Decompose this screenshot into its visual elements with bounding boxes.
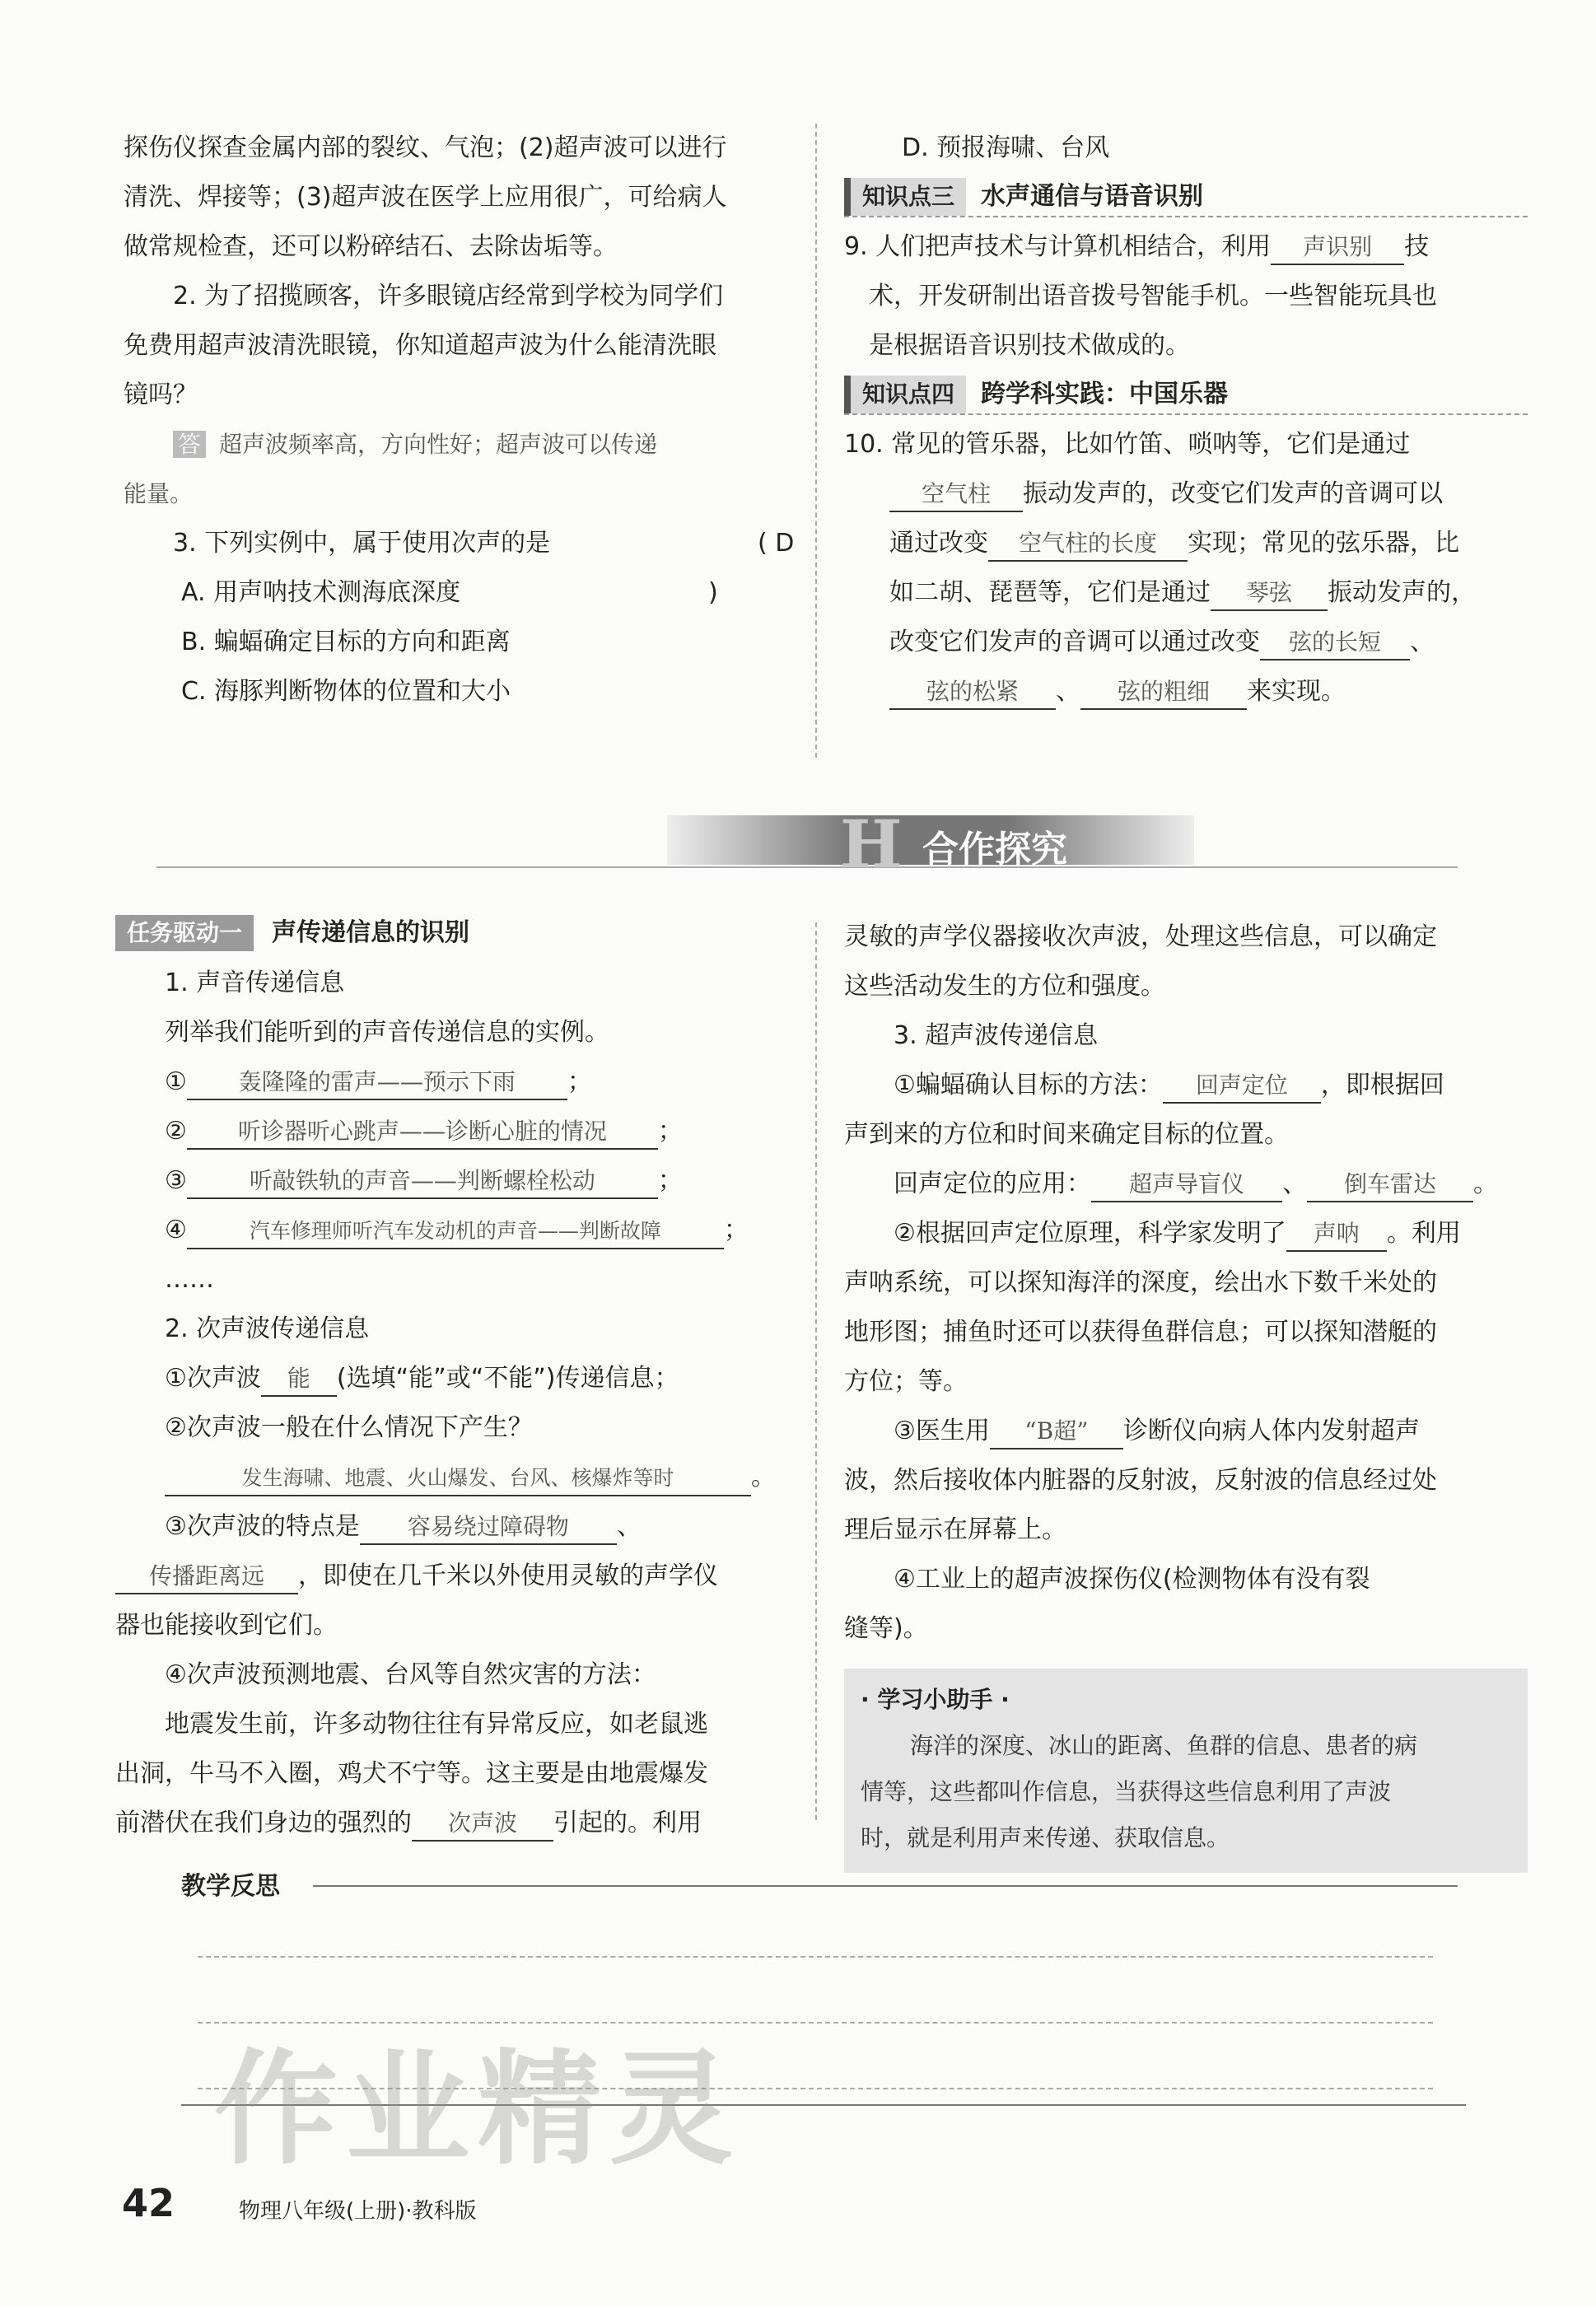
knowledge-point-3-header (844, 178, 1528, 217)
answer-blank: 超声导盲仪 (1091, 1168, 1282, 1202)
answer-blank: “B超” (990, 1415, 1123, 1449)
paragraph-line: 这些活动发生的方位和强度。 (844, 972, 1165, 1001)
answer-blank: 听诊器听心跳声——诊断心脏的情况 (187, 1115, 658, 1150)
s3-question-1-cont: 声到来的方位和时间来确定目标的位置。 (844, 1120, 1289, 1149)
answer-blank: 容易绕过障碍物 (360, 1510, 617, 1545)
answer-blank: 空气柱 (889, 478, 1023, 512)
example-4: ④ 汽车修理师听汽车发动机的声音——判断故障 ； (115, 1206, 799, 1255)
continuation-line: 探伤仪探查金属内部的裂纹、气泡；(2)超声波可以进行 (124, 133, 727, 162)
example-1: ① 轰隆隆的雷声——预示下雨 ； (115, 1057, 799, 1107)
s3-question-2-cont: 地形图；捕鱼时还可以获得鱼群信息；可以探知潜艇的 (844, 1318, 1437, 1347)
answer-blank: 弦的松紧 (889, 675, 1056, 710)
knowledge-point-title: 水声通信与语音识别 (981, 182, 1204, 211)
reflection-rule (313, 1885, 1458, 1887)
question-3-text: 3. 下列实例中，属于使用次声的是 (173, 529, 551, 558)
answer-blank: 次声波 (412, 1807, 553, 1842)
option-d: D. 预报海啸、台风 (902, 133, 1110, 162)
s3-question-2: ②根据回声定位原理，科学家发明了 声呐 。利用 (844, 1209, 1528, 1258)
option-a: A. 用声呐技术测海底深度 (181, 578, 461, 607)
right-top-column (844, 124, 1528, 717)
answer-blank: 回声定位 (1163, 1069, 1321, 1104)
answer-blank: 空气柱的长度 (988, 527, 1188, 562)
paragraph-line: 出洞，牛马不入圈，鸡犬不宁等。这主要是由地震爆发 (115, 1759, 708, 1788)
answer-blank: 弦的粗细 (1080, 675, 1247, 710)
option-c: C. 海豚判断物体的位置和大小 (181, 677, 511, 706)
task-header (115, 913, 799, 954)
s3-application: 回声定位的应用： 超声导盲仪 、 倒车雷达 。 (844, 1160, 1528, 1209)
section-title: 合作探究 (922, 829, 1067, 871)
knowledge-point-title: 跨学科实践：中国乐器 (981, 380, 1229, 408)
s3-question-3-cont: 波，然后接收体内脏器的反射波，反射波的信息经过处 (844, 1466, 1437, 1495)
banner-letter: H (840, 805, 903, 883)
teaching-reflection (181, 1865, 1458, 1902)
s2-question-4: ④次声波预测地震、台风等自然灾害的方法： (165, 1660, 656, 1689)
study-helper-text: 情等，这些都叫作信息，当获得这些信息利用了声波 (861, 1778, 1392, 1805)
continuation-line: 清洗、焊接等；(3)超声波在医学上应用很广，可给病人 (124, 183, 727, 212)
knowledge-point-4-header (844, 376, 1528, 415)
question-10-line: 改变它们发声的音调可以通过改变 弦的长短 、 (844, 618, 1528, 667)
s2-answer-2: 发生海啸、地震、火山爆发、台风、核爆炸等时 。 (115, 1453, 799, 1502)
question-2-line: 免费用超声波清洗眼镜，你知道超声波为什么能清洗眼 (124, 331, 716, 360)
question-2-answer (124, 420, 799, 469)
answer-blank: 能 (261, 1362, 337, 1397)
ellipsis: …… (165, 1265, 214, 1294)
question-9: 9. 人们把声技术与计算机相结合，利用 声识别 技 (844, 222, 1528, 272)
banner-rule (156, 866, 1458, 868)
study-helper-text: 时，就是利用声来传递、获取信息。 (861, 1824, 1230, 1851)
column-divider (815, 124, 817, 758)
answer-blank: 声识别 (1271, 231, 1404, 265)
paragraph-line: 前潜伏在我们身边的强烈的 次声波 引起的。利用 (115, 1799, 799, 1848)
task-tag: 任务驱动一 (115, 915, 254, 951)
question-2-line: 2. 为了招揽顾客，许多眼镜店经常到学校为同学们 (173, 282, 724, 310)
book-title: 物理八年级(上册)·教科版 (239, 2199, 477, 2224)
question-10-line: 通过改变 空气柱的长度 实现；常见的弦乐器，比 (844, 519, 1528, 568)
subsection-title: 3. 超声波传递信息 (894, 1021, 1099, 1050)
example-3: ③ 听敲铁轨的声音——判断螺栓松动 ； (115, 1156, 799, 1206)
question-10-line: 弦的松紧 、 弦的粗细 来实现。 (844, 667, 1528, 717)
right-bottom-column (844, 913, 1528, 1873)
answer-text: 超声波频率高，方向性好；超声波可以传递 (219, 431, 658, 458)
left-top-column (124, 124, 799, 717)
question-9-line: 术，开发研制出语音拨号智能手机。一些智能玩具也 (869, 282, 1437, 310)
question-2-line: 镜吗？ (124, 380, 198, 409)
answer-blank: 倒车雷达 (1307, 1168, 1473, 1202)
s3-question-4: ④工业上的超声波探伤仪(检测物体有没有裂 (894, 1565, 1370, 1594)
s3-question-4-cont: 缝等)。 (844, 1614, 928, 1643)
s2-question-2: ②次声波一般在什么情况下产生？ (165, 1413, 533, 1442)
knowledge-point-tag: 知识点四 (844, 376, 966, 413)
question-10-line: 如二胡、琵琶等，它们是通过 琴弦 振动发声的， (844, 568, 1528, 618)
s2-question-1: ①次声波 能 (选填“能”或“不能”)传递信息； (115, 1354, 799, 1403)
section-banner (156, 805, 1458, 883)
question-2-answer-cont: 能量。 (124, 480, 194, 507)
question-9-line: 是根据语音识别技术做成的。 (869, 331, 1190, 360)
subsection-title: 1. 声音传递信息 (165, 969, 345, 997)
question-10-line: 空气柱 振动发声的，改变它们发声的音调可以 (844, 469, 1528, 519)
task-title: 声传递信息的识别 (272, 918, 470, 947)
question-3-answer: ( D ) (708, 529, 795, 607)
s3-question-1: ①蝙蝠确认目标的方法： 回声定位 ，即根据回 (844, 1061, 1528, 1110)
prompt: 列举我们能听到的声音传递信息的实例。 (165, 1018, 609, 1047)
paragraph-line: 灵敏的声学仪器接收次声波，处理这些信息，可以确定 (844, 922, 1437, 951)
s2-question-3: ③次声波的特点是 容易绕过障碍物 、 (115, 1502, 799, 1552)
s2-question-3-cont: 传播距离远 ，即使在几千米以外使用灵敏的声学仪 (115, 1552, 799, 1601)
page-number: 42 (122, 2181, 175, 2225)
watermark-logo: 作业精灵 (214, 2038, 742, 2182)
s2-question-3-cont: 器也能接收到它们。 (115, 1611, 338, 1640)
study-helper-box (844, 1669, 1528, 1873)
knowledge-point-tag: 知识点三 (844, 178, 966, 216)
answer-mark-icon: 答 (173, 431, 206, 458)
question-10: 10. 常见的管乐器，比如竹笛、唢呐等，它们是通过 (844, 430, 1411, 459)
reflection-title: 教学反思 (181, 1865, 288, 1902)
answer-blank: 听敲铁轨的声音——判断螺栓松动 (187, 1165, 658, 1199)
answer-blank: 汽车修理师听汽车发动机的声音——判断故障 (187, 1215, 724, 1249)
answer-blank: 发生海啸、地震、火山爆发、台风、核爆炸等时 (165, 1462, 751, 1496)
option-b: B. 蝙蝠确定目标的方向和距离 (181, 628, 511, 656)
answer-blank: 传播距离远 (115, 1560, 298, 1594)
s3-question-2-cont: 方位；等。 (844, 1367, 968, 1396)
answer-blank: 弦的长短 (1260, 626, 1410, 661)
example-2: ② 听诊器听心跳声——诊断心脏的情况 ； (115, 1107, 799, 1156)
s3-question-2-cont: 声呐系统，可以探知海洋的深度，绘出水下数千米处的 (844, 1268, 1437, 1297)
study-helper-tag: · 学习小助手 · (861, 1686, 1010, 1713)
continuation-line: 做常规检查，还可以粉碎结石、去除齿垢等。 (124, 232, 618, 261)
answer-blank: 声呐 (1286, 1217, 1387, 1252)
s3-question-3-cont: 理后显示在屏幕上。 (844, 1515, 1066, 1544)
answer-blank: 琴弦 (1211, 576, 1328, 611)
writing-line (198, 1956, 1433, 1958)
answer-blank: 轰隆隆的雷声——预示下雨 (187, 1066, 567, 1100)
paragraph-line: 地震发生前，许多动物往往有异常反应，如老鼠逃 (165, 1710, 708, 1739)
column-divider (815, 922, 817, 1820)
study-helper-text: 海洋的深度、冰山的距离、鱼群的信息、患者的病 (910, 1732, 1418, 1759)
left-bottom-column (115, 913, 799, 1848)
subsection-title: 2. 次声波传递信息 (165, 1314, 370, 1343)
s3-question-3: ③医生用 “B超” 诊断仪向病人体内发射超声 (844, 1407, 1528, 1456)
